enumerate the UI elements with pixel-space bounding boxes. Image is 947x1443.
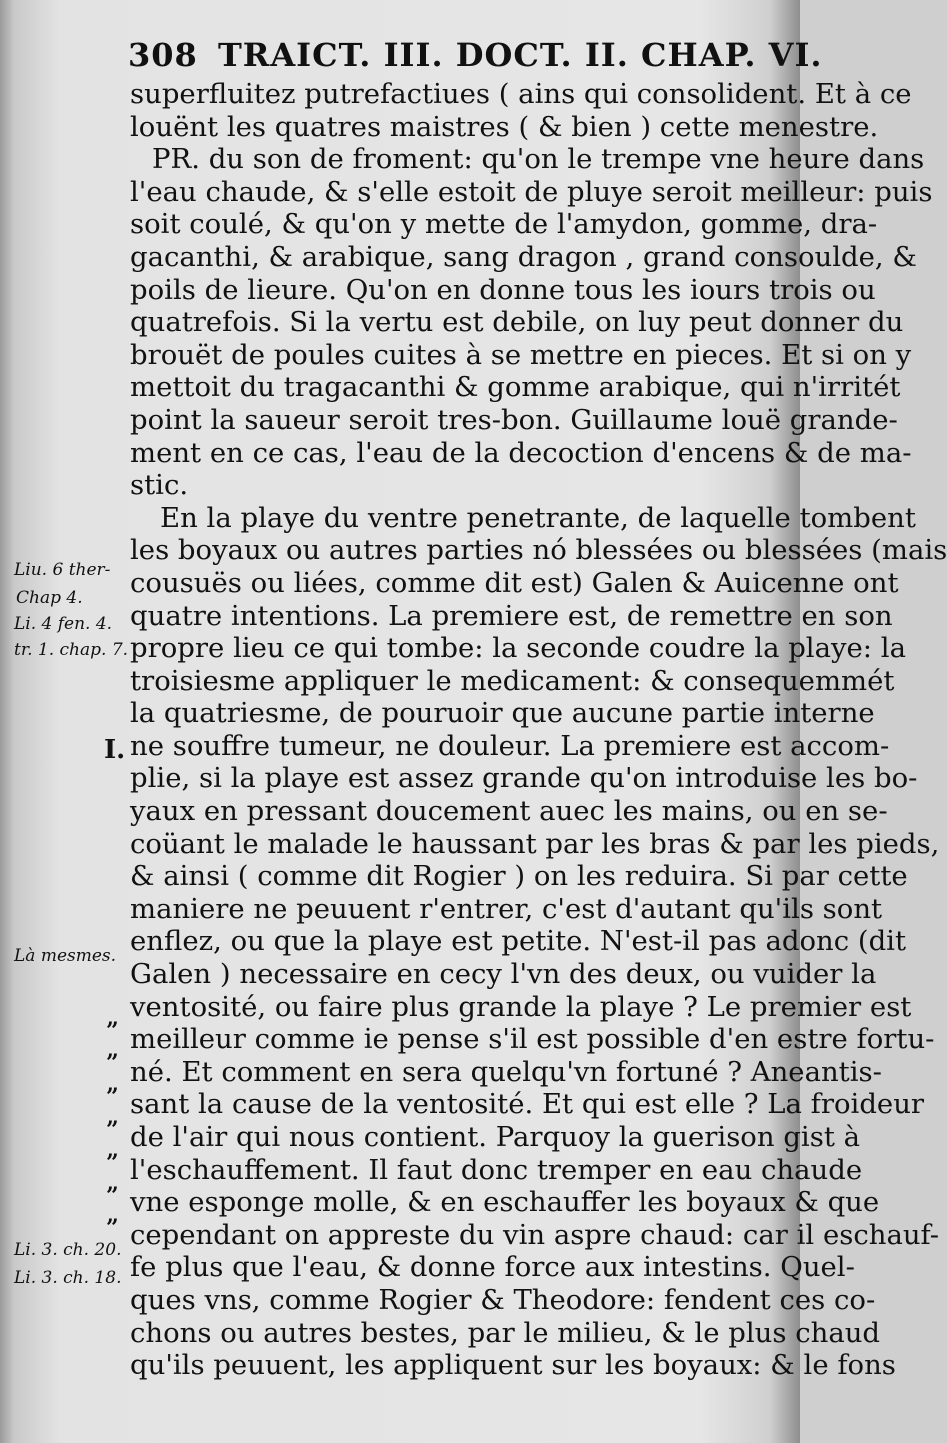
text-line: cependant on appreste du vin aspre chaud: car il eschauf- [130, 1218, 940, 1251]
text-line: plie, si la playe est assez grande qu'on introduise les bo- [130, 762, 918, 795]
text-line: quatre intentions. La premiere est, de remettre en son [130, 599, 893, 632]
margin-note: Liu. 6 ther- [14, 560, 111, 580]
text-line: chons ou autres bestes, par le milieu, & le plus chaud [130, 1316, 881, 1349]
text-line: meilleur comme ie pense s'il est possible d'en estre fortu- [130, 1023, 935, 1056]
margin-note: Chap 4. [16, 588, 83, 608]
text-line: l'eschauffement. Il faut donc tremper en eau chaude [130, 1153, 863, 1186]
text-line: coüant le malade le haussant par les bras & par les pieds, [130, 827, 940, 860]
quote-mark: ” [106, 1183, 119, 1209]
text-line: de l'air qui nous contient. Parquoy la guerison gist à [130, 1121, 861, 1153]
page-number: 308 [128, 36, 198, 74]
text-line: enflez, ou que la playe est petite. N'est-il pas adonc (dit [130, 925, 907, 958]
text-line: maniere ne peuuent r'entrer, c'est d'autant qu'ils sont [130, 892, 883, 925]
quote-mark: ” [106, 1084, 119, 1110]
text-line: stic. [130, 469, 189, 502]
text-line: louënt les quatres maistres ( & bien ) cette menestre. [130, 110, 879, 143]
text-line: les boyaux ou autres parties nó blessées ou blessées (mais [130, 534, 947, 567]
text-line: soit coulé, & qu'on y mette de l'amydon, gomme, dra- [130, 208, 878, 241]
quote-mark: ” [106, 1150, 119, 1176]
text-line: vne esponge molle, & en eschauffer les boyaux & que [130, 1186, 880, 1219]
text-line: poils de lieure. Qu'on en donne tous les iours trois ou [130, 273, 876, 306]
quote-mark: ” [106, 1050, 119, 1076]
text-line: la quatriesme, de pouruoir que aucune partie interne [130, 697, 875, 730]
text-line: superfluitez putrefactiues ( ains qui consolident. Et à ce [130, 78, 912, 110]
text-line: point la saueur seroit tres-bon. Guillaume louë grande- [130, 403, 898, 436]
text-line: troisiesme appliquer le medicament: & consequemmét [130, 664, 895, 697]
text-line: gacanthi, & arabique, sang dragon , grand consoulde, & [130, 240, 917, 273]
text-line: propre lieu ce qui tombe: la seconde coudre la playe: la [130, 632, 907, 665]
margin-note: Li. 3. ch. 20. [14, 1240, 122, 1260]
text-line: yaux en pressant doucement auec les mains, ou en se- [130, 795, 888, 828]
margin-note: tr. 1. chap. 7. [14, 640, 129, 660]
text-line: En la playe du ventre penetrante, de laquelle tombent [160, 501, 916, 534]
running-title: TRAICT. III. DOCT. II. CHAP. VI. [217, 36, 823, 74]
margin-note: Là mesmes. [14, 946, 117, 966]
text-line: & ainsi ( comme dit Rogier ) on les reduira. Si par cette [130, 860, 908, 893]
text-line: PR. du son de froment: qu'on le trempe vne heure dans [152, 143, 925, 176]
text-line: Galen ) necessaire en cecy l'vn des deux, ou vuider la [130, 958, 877, 991]
text-line: ventosité, ou faire plus grande la playe ? Le premier est [130, 990, 912, 1023]
text-line: fe plus que l'eau, & donne force aux intestins. Quel- [130, 1251, 855, 1284]
text-line: sant la cause de la ventosité. Et qui est elle ? La froideur [130, 1088, 925, 1121]
margin-note: Li. 4 fen. 4. [14, 614, 113, 634]
text-line: qu'ils peuuent, les appliquent sur les boyaux: & le fons [130, 1349, 896, 1382]
text-line: quatrefois. Si la vertu est debile, on luy peut donner du [130, 306, 904, 339]
main-text [130, 78, 947, 1382]
section-marker: I. [104, 735, 126, 765]
text-line: l'eau chaude, & s'elle estoit de pluye seroit meilleur: puis [130, 175, 933, 208]
text-line: ment en ce cas, l'eau de la decoction d'encens & de ma- [130, 436, 912, 469]
text-line: né. Et comment en sera quelqu'vn fortuné ? Aneantis- [130, 1055, 882, 1088]
margin-note: Li. 3. ch. 18. [14, 1268, 122, 1288]
quote-mark: ” [106, 1018, 119, 1044]
text-line: ques vns, comme Rogier & Theodore: fendent ces co- [130, 1283, 876, 1316]
running-header [128, 36, 823, 74]
text-line: brouët de poules cuites à se mettre en pieces. Et si on y [130, 338, 912, 371]
quote-mark: ” [106, 1117, 119, 1143]
text-line: cousuës ou liées, comme dit est) Galen & Auicenne ont [130, 566, 899, 599]
text-line: mettoit du tragacanthi & gomme arabique, qui n'irritét [130, 371, 901, 404]
quote-mark: ” [106, 1215, 119, 1241]
text-line: ne souffre tumeur, ne douleur. La premiere est accom- [130, 729, 890, 762]
